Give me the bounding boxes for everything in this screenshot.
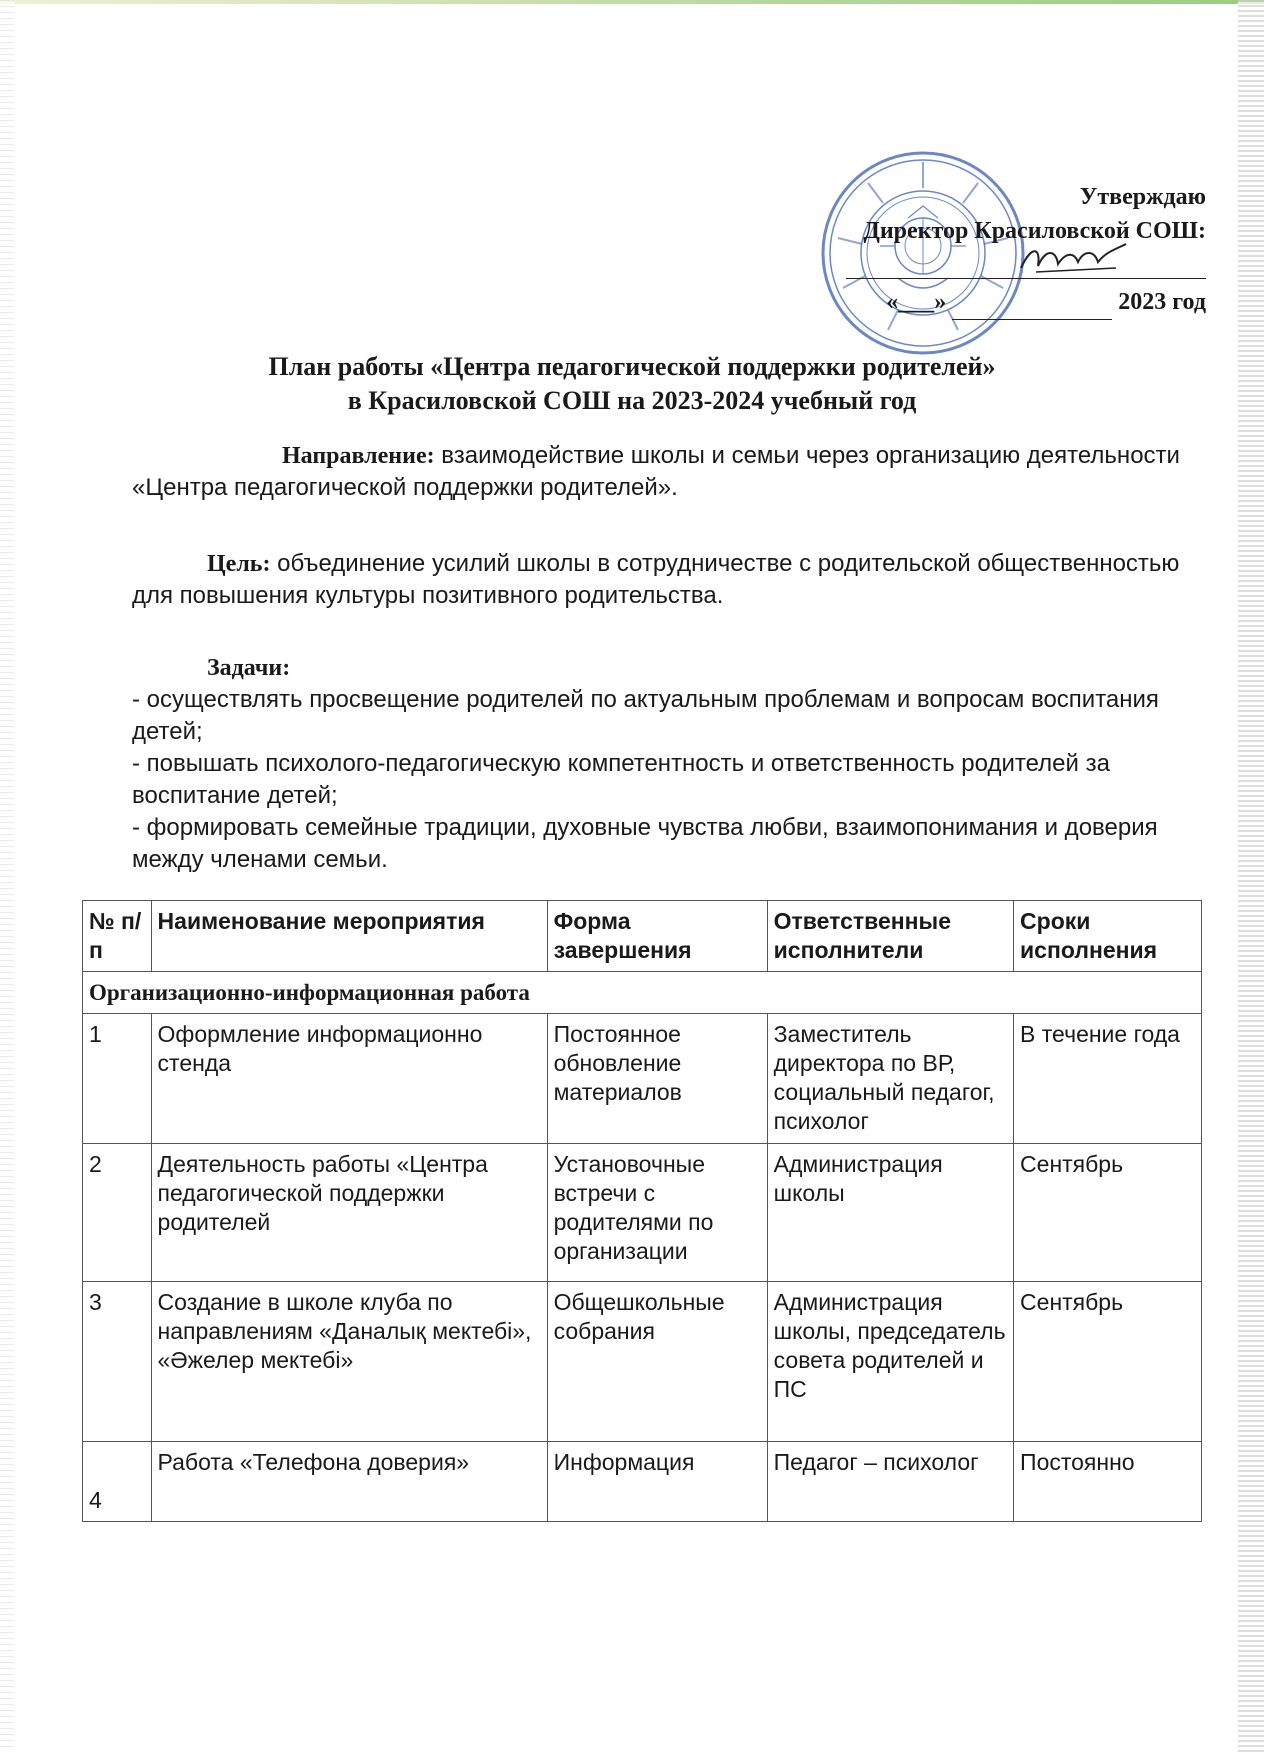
tasks-section <box>132 652 1202 876</box>
goal-paragraph <box>132 548 1202 612</box>
direction-text: взаимодействие школы и семьи через организацию деятельности «Центра педагогической поддержки родителей». <box>132 442 1180 501</box>
direction-paragraph <box>132 440 1202 504</box>
approval-director: Директор Красиловской СОШ: <box>863 218 1206 244</box>
row-number: 1 <box>83 1014 152 1144</box>
table-header-row <box>83 901 1202 972</box>
row-number: 4 <box>83 1442 152 1522</box>
row-deadline: Сентябрь <box>1014 1282 1202 1442</box>
approval-block <box>736 180 1206 319</box>
direction-label: Направление: <box>282 443 435 469</box>
section-title: Организационно-информационная работа <box>83 972 1202 1014</box>
row-form: Общешкольные собрания <box>547 1282 767 1442</box>
scan-right-edge <box>1238 0 1264 1752</box>
header-completion-form: Форма завершения <box>547 901 767 972</box>
row-number: 2 <box>83 1144 152 1282</box>
row-event: Работа «Телефона доверия» <box>151 1442 547 1522</box>
task-item-3: - формировать семейные традиции, духовные чувства любви, взаимопонимания и доверия между членами семьи. <box>132 814 1158 873</box>
row-deadline: В течение года <box>1014 1014 1202 1144</box>
goal-label: Цель: <box>207 551 271 577</box>
row-responsible: Администрация школы, председатель совета родителей и ПС <box>767 1282 1013 1442</box>
header-responsible: Ответственные исполнители <box>767 901 1013 972</box>
row-form: Постоянное обновление материалов <box>547 1014 767 1144</box>
goal-text: объединение усилий школы в сотрудничестве с родительской общественностью для повышения культуры позитивного родительства. <box>132 550 1180 609</box>
handwritten-signature <box>1016 238 1136 278</box>
task-item-2: - повышать психолого-педагогическую компетентность и ответственность родителей за воспитание детей; <box>132 750 1110 809</box>
row-responsible: Педагог – психолог <box>767 1442 1013 1522</box>
section-row <box>83 972 1202 1014</box>
task-item-1: - осуществлять просвещение родителей по актуальным проблемам и вопросам воспитания детей; <box>132 686 1159 745</box>
scan-top-edge <box>0 0 1264 4</box>
header-event-name: Наименование мероприятия <box>151 901 547 972</box>
row-deadline: Постоянно <box>1014 1442 1202 1522</box>
date-year: 2023 год <box>1118 289 1206 315</box>
table-row <box>83 1014 1202 1144</box>
title-line-1: План работы «Центра педагогической поддержки родителей» <box>268 352 996 381</box>
row-responsible: Заместитель директора по ВР, социальный педагог, психолог <box>767 1014 1013 1144</box>
table-row <box>83 1442 1202 1522</box>
document-title <box>0 350 1264 418</box>
row-deadline: Сентябрь <box>1014 1144 1202 1282</box>
tasks-label: Задачи: <box>207 655 291 681</box>
row-responsible: Администрация школы <box>767 1144 1013 1282</box>
row-number: 3 <box>83 1282 152 1442</box>
row-event: Создание в школе клуба по направлениям «Даналық мектебі», «Әжелер мектебі» <box>151 1282 547 1442</box>
row-form: Информация <box>547 1442 767 1522</box>
scan-left-edge <box>0 0 14 1752</box>
row-event: Оформление информационно стенда <box>151 1014 547 1144</box>
header-number: № п/п <box>83 901 152 972</box>
header-deadline: Сроки исполнения <box>1014 901 1202 972</box>
table-row <box>83 1144 1202 1282</box>
row-event: Деятельность работы «Центра педагогической поддержки родителей <box>151 1144 547 1282</box>
row-form: Установочные встречи с родителями по организации <box>547 1144 767 1282</box>
approval-date <box>736 285 1206 319</box>
date-month-blank <box>952 285 1112 320</box>
plan-table <box>82 900 1202 1522</box>
signature-line <box>846 248 1206 279</box>
approval-heading: Утверждаю <box>1079 184 1206 210</box>
title-line-2: в Красиловской СОШ на 2023-2024 учебный год <box>347 386 917 415</box>
date-day-blank: «___» <box>886 289 947 315</box>
table-row <box>83 1282 1202 1442</box>
